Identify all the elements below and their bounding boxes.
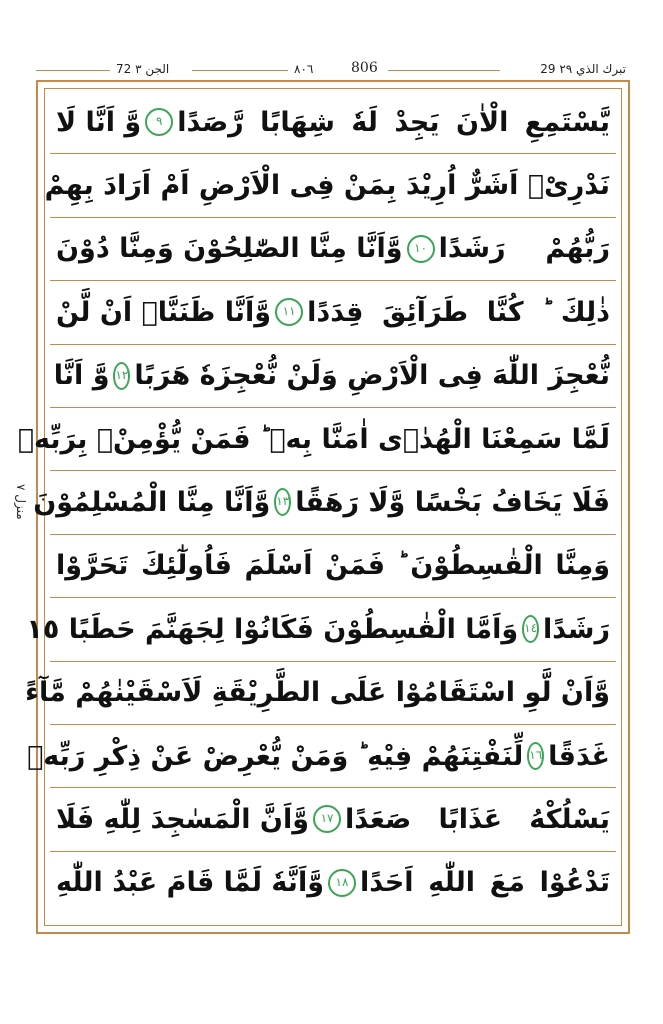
text-line-13 <box>50 853 616 913</box>
text-line-6 <box>17 409 616 469</box>
line-tail-text: لِّنَفْتِنَهُمْ فِيْهِ ؕ وَمَنْ يُّعْرِضْ عَنْ ذِكْرِ رَبِّهٖ <box>27 740 524 772</box>
line-separator <box>50 153 616 154</box>
line-separator <box>50 470 616 471</box>
header-surah-name: 72 الجن ٣ <box>116 62 170 76</box>
header-rule-mid-right <box>388 70 500 71</box>
header-rule-left <box>36 70 110 71</box>
header-rule-mid-left <box>192 70 288 71</box>
text-line-2 <box>44 155 616 215</box>
ayah-number-marker: ٩ <box>145 108 173 136</box>
text-line-8 <box>50 536 616 596</box>
ayah-number-marker: ١٧ <box>313 805 341 833</box>
line-main-text: تَدْعُوْا مَعَ اللّٰهِ اَحَدًا <box>359 867 610 899</box>
line-main-text: يَسْلُكْهُ عَذَابًا صَعَدًا <box>345 803 610 835</box>
line-separator <box>50 661 616 662</box>
ayah-number-marker: ١٦ <box>527 742 544 770</box>
ayah-number-marker: ١١ <box>275 298 303 326</box>
line-separator <box>50 787 616 788</box>
line-main-text: غَدَقًا <box>548 740 610 772</box>
line-separator <box>50 851 616 852</box>
line-main-text: لَمَّا سَمِعْنَا الْهُدٰۤى اٰمَنَّا بِهٖ ؕ فَمَنْ يُّؤْمِنْۢ بِرَبِّهٖ <box>17 423 610 455</box>
text-line-5 <box>50 346 616 406</box>
line-separator <box>50 344 616 345</box>
line-tail-text: وَّ اَنَّا لَا <box>56 106 142 138</box>
ayah-number-marker: ١٨ <box>328 869 356 897</box>
ayah-number-marker: ١٠ <box>407 235 435 263</box>
line-tail-text: وَّاَنَّهٗ لَمَّا قَامَ عَبْدُ اللّٰهِ <box>56 867 324 899</box>
line-main-text: رَشَدًا <box>543 613 610 645</box>
line-main-text: وَمِنَّا الْقٰسِطُوْنَ ؕ فَمَنْ اَسْلَمَ فَاُولٰٓئِكَ تَحَرَّوْا <box>56 550 610 582</box>
line-main-text: نَدْرِیْۤ اَشَرٌّ اُرِيْدَ بِمَنْ فِی الْاَرْضِ اَمْ اَرَادَ بِهِمْ <box>44 169 610 201</box>
ayah-number-marker: ١٣ <box>274 488 291 516</box>
line-tail-text: وَاَمَّا الْقٰسِطُوْنَ فَكَانُوْا لِجَهَنَّمَ حَطَبًا ١٥ <box>26 613 519 645</box>
text-line-3 <box>50 219 616 279</box>
line-separator <box>50 407 616 408</box>
text-line-1 <box>50 92 616 152</box>
line-tail-text: وَّاَنَّا ظَنَنَّاۤ اَنْ لَّنْ <box>56 296 272 328</box>
line-main-text: فَلَا يَخَافُ بَخْسًا وَّلَا رَهَقًا <box>295 486 610 518</box>
header-juz-name: 29 تبرك الذي ٢٩ <box>540 62 626 76</box>
manzil-label: منزل ٧ <box>14 484 28 520</box>
text-line-7 <box>33 472 616 532</box>
ayah-number-marker: ١٤ <box>522 615 539 643</box>
line-main-text: رَبُّهُمْ رَشَدًا <box>438 233 610 265</box>
header-page-number: 806 <box>351 60 378 76</box>
text-line-12 <box>50 789 616 849</box>
line-separator <box>50 597 616 598</box>
line-main-text: ذٰلِكَ ؕ كُنَّا طَرَآئِقَ قِدَدًا <box>307 296 610 328</box>
text-line-10 <box>25 663 616 723</box>
line-separator <box>50 534 616 535</box>
text-line-9 <box>26 599 616 659</box>
page-header <box>36 60 632 80</box>
line-main-text: يَّسْتَمِعِ الْاٰنَ يَجِدْ لَهٗ شِهَابًا رَّصَدًا <box>177 106 610 138</box>
line-tail-text: وَّاَنَّا مِنَّا الْمُسْلِمُوْنَ <box>33 486 271 518</box>
line-separator <box>50 217 616 218</box>
ayah-number-marker: ١٢ <box>113 362 130 390</box>
line-tail-text: وَّاَنَّا مِنَّا الصّٰلِحُوْنَ وَمِنَّا دُوْنَ <box>56 233 403 265</box>
line-separator <box>50 724 616 725</box>
line-main-text: نُّعْجِزَ اللّٰهَ فِی الْاَرْضِ وَلَنْ نُّعْجِزَهٗ هَرَبًا <box>134 360 610 392</box>
line-separator <box>50 280 616 281</box>
header-page-number-arabic: ٨٠٦ <box>294 62 314 76</box>
text-line-11 <box>27 726 616 786</box>
line-main-text: وَّاَنْ لَّوِ اسْتَقَامُوْا عَلَى الطَّرِيْقَةِ لَاَسْقَيْنٰهُمْ مَّآءً <box>25 677 610 709</box>
line-tail-text: وَّ اَنَّا <box>53 360 110 392</box>
line-tail-text: وَّاَنَّ الْمَسٰجِدَ لِلّٰهِ فَلَا <box>56 803 310 835</box>
text-line-4 <box>50 282 616 342</box>
